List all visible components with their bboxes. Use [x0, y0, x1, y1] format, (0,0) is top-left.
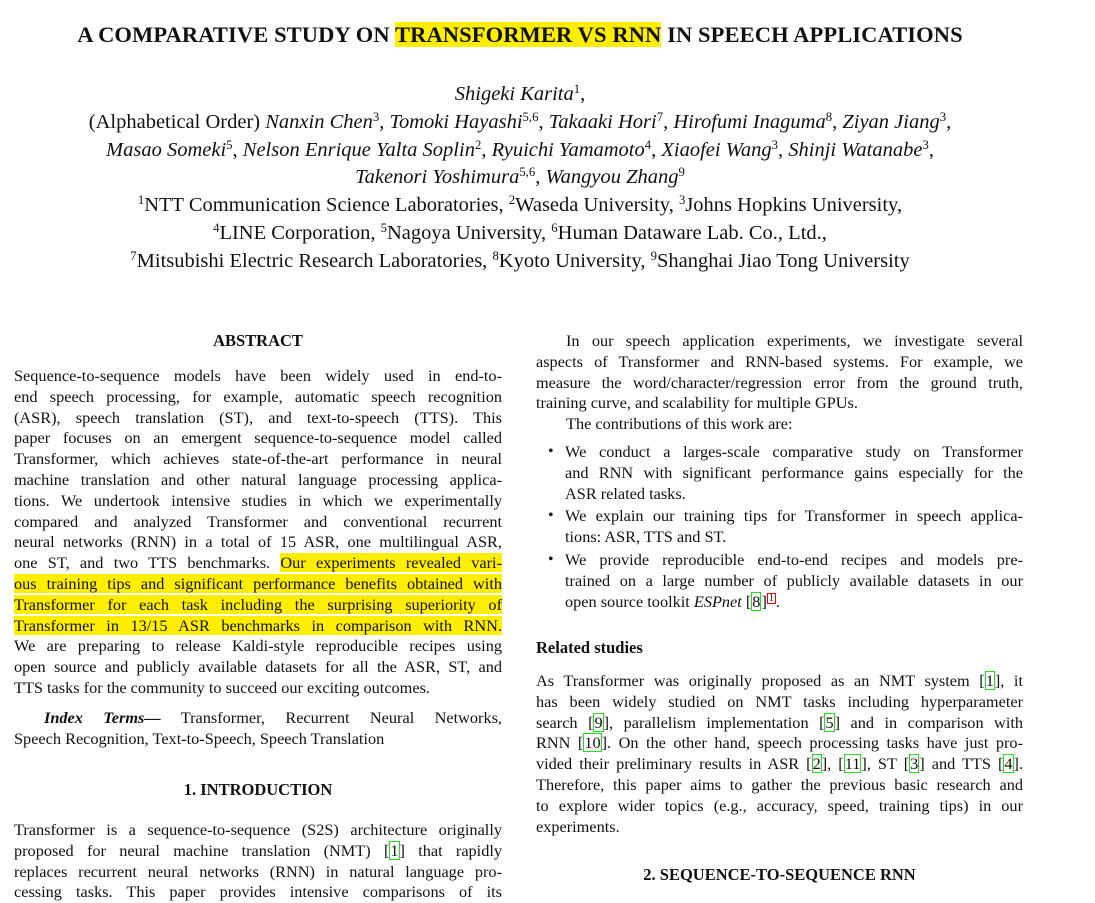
text-run: TTS tasks for the community to succeed our exciting outcomes. [14, 677, 430, 697]
text-line [14, 820, 502, 841]
text-run: (ASR), speech translation (ST), and text-to-speech (TTS). This [14, 407, 502, 427]
text-line [536, 817, 1023, 838]
text-run: open source and publicly available datasets for all the ASR, ST, and [14, 657, 502, 677]
author-name: Ziyan Jiang [842, 110, 940, 133]
text-run: Sequence-to-sequence models have been widely used in end-to- [14, 366, 502, 385]
author-name: Ryuichi Yamamoto [491, 138, 645, 161]
text-run: As Transformer was originally proposed as an NMT system [536, 671, 980, 690]
citation-link[interactable]: 4 [1004, 754, 1013, 774]
affiliation-marker: 9 [678, 165, 685, 180]
text-run: vided their preliminary results in ASR [536, 754, 807, 774]
author-name: Hirofumi Inaguma [673, 110, 826, 133]
text-line [565, 571, 1023, 592]
related-studies-heading: Related studies [536, 638, 643, 657]
affiliation-name: Human Dataware Lab. Co., Ltd., [557, 221, 827, 244]
citation-link[interactable]: 2 [812, 754, 821, 774]
author-line [0, 81, 1040, 109]
affiliation-marker: 8 [825, 109, 833, 124]
paper-title [0, 22, 1040, 48]
text-run: RNN [536, 733, 578, 753]
separator: , [535, 166, 546, 189]
text-line [14, 553, 502, 574]
text-line [14, 657, 502, 678]
highlighted-text: Our experiments revealed vari- [280, 553, 502, 573]
text-run: tions: ASR, TTS and ST. [565, 527, 727, 547]
text-line [14, 470, 502, 491]
author-name: Takaaki Hori [548, 110, 657, 133]
affiliation-marker: 2 [508, 193, 516, 208]
highlighted-text: Transformer in 13/15 ASR benchmarks in comparison with RNN. [14, 615, 502, 635]
footnote-link[interactable]: 1 [768, 593, 774, 605]
text-run: Transformer, which achieves state-of-the-art performance in neural [14, 449, 502, 469]
separator: , [832, 110, 843, 133]
introduction-heading: 1. INTRODUCTION [183, 780, 333, 799]
citation-link[interactable]: 3 [910, 754, 919, 774]
text-line [14, 491, 502, 512]
text-run: cessing tasks. This paper provides intensive comparisons of its [14, 882, 502, 902]
text-run: one ST, and two TTS benchmarks. [14, 553, 281, 573]
affiliation-name: Johns Hopkins University, [685, 194, 903, 216]
citation-link[interactable]: 1 [985, 671, 994, 690]
text-run: Therefore, this paper aims to gather the previous basic research and [536, 774, 1023, 794]
affiliation-marker: 5,6 [519, 165, 536, 180]
affiliation-name: Mitsubishi Electric Research Laboratories, [136, 249, 493, 272]
text-run: has been widely studied on NMT tasks including hyperparameter [536, 691, 1023, 711]
text-run: open source toolkit [565, 591, 694, 611]
text-run: end speech processing, for example, automatic speech recognition [14, 386, 502, 406]
affiliation-marker: 3 [922, 137, 929, 152]
text-run: We conduct a larges-scale comparative study on Transformer [565, 442, 1023, 461]
title-highlight: TRANSFORMER VS RNN [395, 22, 662, 47]
text-line [536, 414, 1023, 435]
affiliation-marker: 7 [130, 248, 137, 263]
text-run: The contributions of this work are: [566, 414, 793, 434]
text-run: . On the other hand, speech processing tasks have just pro- [607, 733, 1023, 753]
affiliation-marker: 5 [226, 137, 233, 152]
citation[interactable]: [1] [979, 671, 1001, 690]
text-line [14, 387, 502, 408]
citation[interactable]: [8] [745, 591, 767, 611]
affiliation-marker: 1 [573, 82, 581, 97]
text-line [536, 692, 1023, 713]
text-run: paper focuses on an emergent sequence-to-sequence model called [14, 428, 502, 448]
bullet-icon: • [548, 443, 554, 460]
citation[interactable]: [2] [806, 754, 828, 774]
affiliation-marker: 1 [137, 193, 145, 208]
affiliation-marker: 7 [656, 109, 664, 124]
bullet-icon: • [548, 507, 554, 525]
contributions-list [536, 442, 1023, 612]
text-line [14, 574, 502, 595]
citation[interactable]: [1] [383, 840, 405, 860]
separator: , [663, 110, 674, 133]
introduction-body [14, 820, 502, 903]
affiliation-name: Shanghai Jiao Tong University [657, 249, 910, 272]
text-run: We provide reproducible end-to-end recipes and models pre- [565, 549, 1023, 569]
affiliation-marker: 4 [213, 220, 220, 235]
text-line [536, 352, 1023, 373]
text-run: , it [1000, 671, 1023, 690]
affiliation-name: Nagoya University, [386, 221, 552, 244]
index-terms [14, 708, 502, 750]
citation[interactable]: [11] [838, 754, 867, 774]
citation-link[interactable]: 11 [844, 754, 861, 774]
author-name: Nelson Enrique Yalta Soplin [242, 138, 475, 161]
text-line [14, 841, 502, 862]
contribution-item [536, 506, 1023, 548]
affiliation-name: Waseda University, [515, 194, 679, 216]
separator: , [481, 138, 492, 161]
author-name: Xiaofei Wang [661, 138, 772, 161]
text-run: measure the word/character/regression error from the ground truth, [536, 372, 1023, 392]
author-name: Wangyou Zhang [545, 166, 679, 189]
affiliation-marker: 5 [380, 220, 387, 235]
text-line [536, 733, 1023, 754]
affiliation-name: NTT Communication Science Laboratories, [144, 194, 509, 216]
text-run: and TTS [924, 754, 998, 774]
contribution-item [536, 442, 1023, 504]
text-line [14, 408, 502, 429]
separator: (Alphabetical Order) [88, 110, 266, 133]
affiliation-marker: 3 [678, 193, 686, 208]
author-line [0, 137, 1040, 165]
affiliation-marker: 5,6 [522, 109, 539, 124]
text-line [14, 532, 502, 553]
text-line [565, 463, 1023, 484]
bullet-icon: • [548, 550, 554, 568]
citation[interactable]: [5] [819, 712, 841, 732]
text-line [536, 713, 1023, 734]
text-run: Transformer, Recurrent Neural Networks, [160, 708, 503, 727]
affiliation-marker: 3 [372, 109, 380, 124]
affiliation-marker: 2 [474, 137, 482, 152]
text-run: search [536, 712, 589, 732]
author-name: Nanxin Chen [265, 110, 373, 133]
text-run: and RNN with significant performance gains especially for the [565, 462, 1023, 482]
text-run: , [827, 754, 839, 774]
text-line [14, 428, 502, 449]
affiliation-list [0, 192, 1040, 275]
text-run: neural networks (RNN) in a total of 15 ASR, one multilingual ASR, [14, 532, 502, 552]
text-run: training curve, and scalability for multiple GPUs. [536, 393, 858, 413]
text-run: replaces recurrent neural networks (RNN) in natural language pro- [14, 861, 502, 881]
highlighted-text: ous training tips and significant performance benefits obtained with [14, 573, 502, 593]
text-run: trained on a large number of publicly available datasets in our [565, 570, 1023, 590]
separator: , [778, 138, 789, 161]
affiliation-marker: 3 [939, 109, 947, 124]
affiliation-marker: 9 [650, 248, 657, 263]
citation[interactable]: [3] [903, 754, 925, 774]
text-run: tions. We undertook intensive studies in which we experimentally [14, 490, 502, 510]
author-name: Shinji Watanabe [788, 138, 923, 161]
text-line [14, 862, 502, 883]
separator: , [580, 83, 586, 105]
author-name: Takenori Yoshimura [355, 166, 520, 189]
text-run: proposed for neural machine translation (NMT) [14, 840, 384, 860]
text-run: , ST [866, 754, 904, 774]
citation[interactable]: [10] [577, 733, 608, 753]
citation-link[interactable]: 5 [825, 712, 834, 732]
text-line [14, 729, 502, 750]
author-name: Masao Someki [106, 138, 227, 161]
text-line [14, 882, 502, 903]
text-run: to explore wider topics (e.g., accuracy, speed, training tips) in our [536, 795, 1023, 815]
affiliation-line [0, 220, 1040, 248]
citation-link[interactable]: 10 [584, 733, 601, 753]
title-text: A COMPARATIVE STUDY ON [77, 22, 395, 47]
affiliation-marker: 3 [771, 137, 779, 152]
index-terms-label: Index Terms [44, 708, 145, 727]
author-list [0, 81, 1040, 192]
affiliation-marker: 8 [492, 248, 499, 263]
text-line [565, 527, 1023, 548]
text-run: that rapidly [404, 840, 503, 860]
abstract-body [14, 366, 502, 699]
title-text-end: IN SPEECH APPLICATIONS [661, 22, 963, 47]
text-line [536, 373, 1023, 394]
abstract-heading: ABSTRACT [213, 331, 303, 350]
text-line [14, 678, 502, 699]
affiliation-marker: 6 [551, 220, 558, 235]
affiliation-name: LINE Corporation, [219, 221, 381, 244]
text-line [536, 775, 1023, 796]
text-line [536, 393, 1023, 414]
affiliation-marker: 4 [644, 137, 652, 152]
separator: , [538, 110, 549, 133]
text-run: Transformer is a sequence-to-sequence (S2S) architecture originally [14, 820, 502, 839]
text-line [14, 616, 502, 637]
text-run: and in comparison with [840, 712, 1024, 732]
text-run: , parallelism implementation [609, 712, 820, 732]
text-line [536, 796, 1023, 817]
text-run: experiments. [536, 816, 620, 836]
text-line [565, 484, 1023, 505]
text-run: ASR related tasks. [565, 483, 686, 503]
text-line [565, 442, 1023, 463]
text-run: In our speech application experiments, we investigate several [566, 331, 1023, 350]
citation-link[interactable]: 8 [752, 591, 761, 611]
text-run: . [775, 591, 780, 611]
text-line [565, 550, 1023, 571]
separator: , [651, 138, 662, 161]
text-line [565, 506, 1023, 527]
em-dash: — [144, 708, 161, 727]
text-line [14, 512, 502, 533]
separator: , [232, 138, 243, 161]
related-studies-body [536, 671, 1023, 837]
author-line [0, 164, 1040, 192]
text-run: Speech Recognition, Text-to-Speech, Speech Translation [14, 728, 385, 748]
text-run: . [1018, 754, 1024, 774]
text-line [14, 708, 502, 729]
text-line [14, 595, 502, 616]
author-line [0, 109, 1040, 137]
section2-heading: 2. SEQUENCE-TO-SEQUENCE RNN [643, 865, 916, 884]
text-run: We are preparing to release Kaldi-style reproducible recipes using [14, 636, 502, 656]
affiliation-line [0, 192, 1040, 220]
text-run: We explain our training tips for Transformer in speech applica- [565, 506, 1023, 526]
author-name: Shigeki Karita [454, 83, 574, 105]
separator: , [928, 138, 934, 161]
citation[interactable]: [9] [588, 712, 610, 732]
right-intro-body [536, 331, 1023, 435]
text-line [536, 331, 1023, 352]
citation[interactable]: [4] [997, 754, 1019, 774]
contribution-item [536, 550, 1023, 612]
text-line [565, 592, 1023, 613]
text-run: machine translation and other natural language processing applica- [14, 469, 502, 489]
affiliation-line [0, 248, 1040, 276]
citation-link[interactable]: 1 [390, 840, 399, 860]
separator: , [379, 110, 390, 133]
text-line [14, 449, 502, 470]
text-run: aspects of Transformer and RNN-based systems. For example, we [536, 351, 1023, 371]
citation-link[interactable]: 9 [594, 712, 603, 732]
separator: , [946, 110, 952, 133]
text-line [14, 366, 502, 387]
text-line [536, 754, 1023, 775]
author-name: Tomoki Hayashi [389, 110, 523, 133]
text-line [14, 636, 502, 657]
text-line [536, 671, 1023, 692]
highlighted-text: Transformer for each task including the surprising superiority of [14, 594, 502, 614]
italic-text: ESPnet [693, 591, 742, 611]
text-run: compared and analyzed Transformer and conventional recurrent [14, 511, 502, 531]
affiliation-name: Kyoto University, [498, 249, 651, 272]
